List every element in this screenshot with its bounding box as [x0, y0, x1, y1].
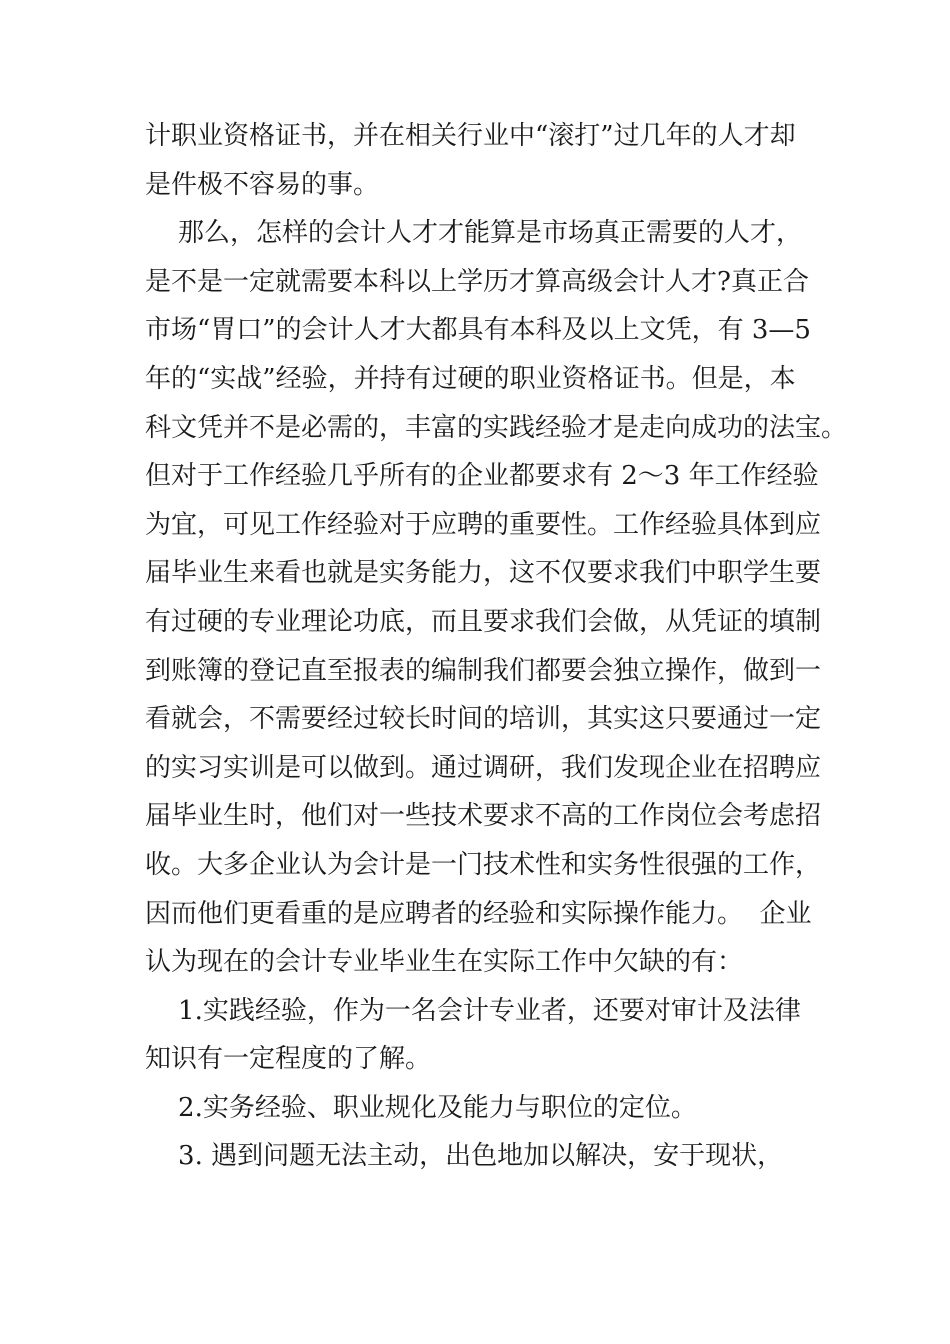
text-line: 1.实践经验，作为一名会计专业者，还要对审计及法律	[145, 995, 801, 1026]
text-line: 的实习实训是可以做到。通过调研，我们发现企业在招聘应	[145, 752, 822, 783]
text-line: 为宜，可见工作经验对于应聘的重要性。工作经验具体到应	[145, 509, 822, 540]
text-line: 有过硬的专业理论功底，而且要求我们会做，从凭证的填制	[145, 606, 822, 637]
text-line: 市场“胃口”的会计人才大都具有本科及以上文凭，有 3—5	[145, 315, 811, 346]
text-line: 年的“实战”经验，并持有过硬的职业资格证书。但是，本	[145, 363, 796, 394]
text-line: 看就会，不需要经过较长时间的培训，其实这只要通过一定	[145, 704, 822, 735]
text-line: 是件极不容易的事。	[145, 169, 380, 200]
text-line: 收。大多企业认为会计是一门技术性和实务性很强的工作，	[145, 849, 822, 880]
text-line: 届毕业生时，他们对一些技术要求不高的工作岗位会考虑招	[145, 801, 822, 832]
text-line: 因而他们更看重的是应聘者的经验和实际操作能力。 企业	[145, 898, 812, 929]
text-line: 2.实务经验、职业规化及能力与职位的定位。	[145, 1092, 697, 1123]
text-line: 3. 遇到问题无法主动，出色地加以解决，安于现状，	[145, 1141, 784, 1172]
text-line: 但对于工作经验几乎所有的企业都要求有 2～3 年工作经验	[145, 461, 819, 492]
text-line: 那么，怎样的会计人才才能算是市场真正需要的人才，	[145, 218, 803, 249]
text-line: 到账簿的登记直至报表的编制我们都要会独立操作，做到一	[145, 655, 822, 686]
text-line: 是不是一定就需要本科以上学历才算高级会计人才?真正合	[145, 266, 809, 297]
text-line: 届毕业生来看也就是实务能力，这不仅要求我们中职学生要	[145, 558, 822, 589]
document-body	[145, 112, 848, 1181]
text-line: 科文凭并不是必需的，丰富的实践经验才是走向成功的法宝。	[145, 412, 848, 443]
text-line: 知识有一定程度的了解。	[145, 1044, 432, 1075]
text-line: 计职业资格证书，并在相关行业中“滚打”过几年的人才却	[145, 121, 796, 151]
text-line: 认为现在的会计专业毕业生在实际工作中欠缺的有：	[145, 947, 744, 978]
